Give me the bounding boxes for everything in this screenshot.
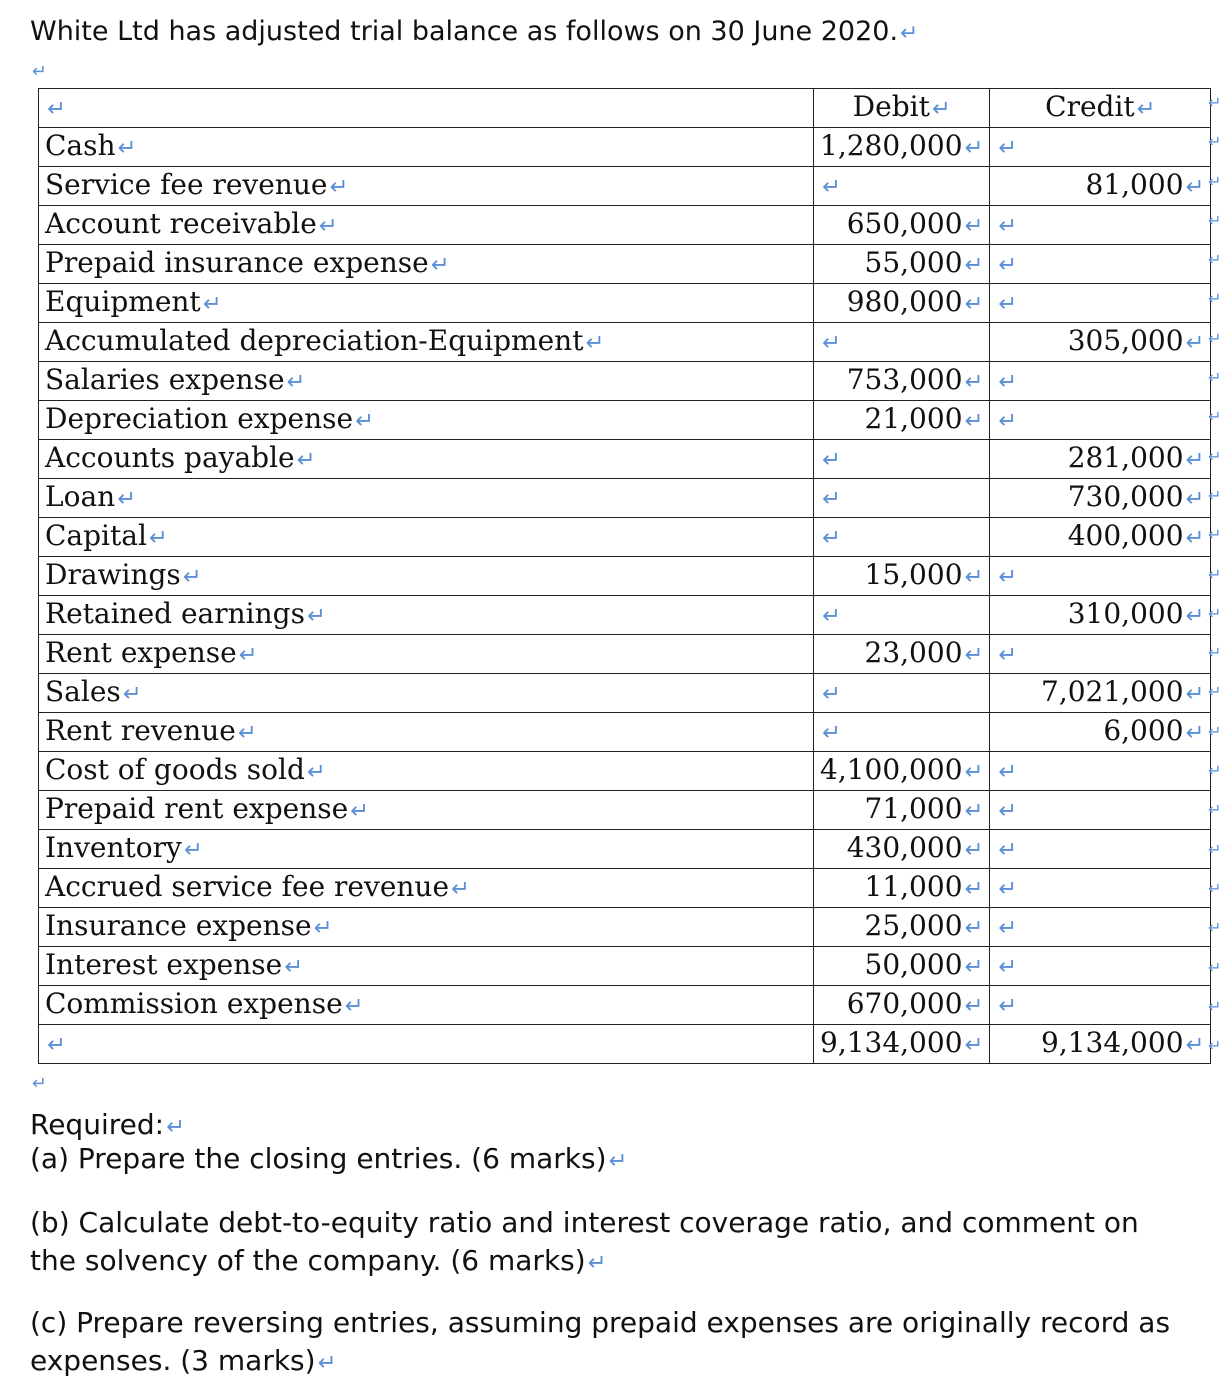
account-cell [39, 713, 814, 752]
credit-value: 730,000 [1067, 480, 1184, 513]
credit-cell [990, 752, 1211, 791]
question-c [30, 1304, 1190, 1382]
totals-row [39, 1025, 1211, 1064]
debit-cell [814, 479, 990, 518]
paragraph-mark-icon: ↵ [822, 447, 841, 473]
row-end-mark-icon: ↵ [1208, 643, 1222, 663]
credit-cell [990, 713, 1211, 752]
paragraph-mark-icon: ↵ [998, 252, 1018, 278]
account-cell [39, 674, 814, 713]
row-end-mark-icon: ↵ [1208, 918, 1222, 938]
credit-cell [990, 674, 1211, 713]
account-cell [39, 791, 814, 830]
account-cell [39, 908, 814, 947]
credit-cell [990, 908, 1211, 947]
paragraph-mark-icon: ↵ [931, 96, 951, 122]
paragraph-mark-icon: ↵ [47, 96, 66, 122]
debit-value: 55,000 [864, 246, 963, 279]
table-row [39, 674, 1211, 713]
paragraph-mark-icon: ↵ [238, 642, 258, 668]
debit-value: 25,000 [864, 909, 963, 942]
credit-cell [990, 791, 1211, 830]
header-credit-cell [990, 89, 1211, 128]
question-a-text: (a) Prepare the closing entries. (6 marks) [30, 1142, 607, 1175]
account-value: Cost of goods sold [45, 753, 305, 786]
row-end-mark-icon: ↵ [1208, 603, 1222, 623]
credit-cell [990, 440, 1211, 479]
debit-cell [814, 635, 990, 674]
row-end-mark-icon: ↵ [1208, 761, 1222, 781]
debit-cell [814, 518, 990, 557]
debit-cell [814, 791, 990, 830]
debit-value: 21,000 [864, 402, 963, 435]
credit-cell [990, 323, 1211, 362]
credit-value: 7,021,000 [1041, 675, 1184, 708]
paragraph-mark-icon: ↵ [822, 174, 841, 200]
paragraph-mark-icon: ↵ [202, 291, 222, 317]
table-row [39, 245, 1211, 284]
required-heading [30, 1106, 185, 1146]
account-value: Prepaid insurance expense [45, 246, 429, 279]
header-debit-cell [814, 89, 990, 128]
debit-cell [814, 674, 990, 713]
credit-cell [990, 401, 1211, 440]
credit-cell [990, 830, 1211, 869]
paragraph-mark-icon: ↵ [822, 720, 841, 746]
table-row [39, 752, 1211, 791]
row-end-mark-icon: ↵ [1208, 721, 1222, 741]
credit-cell [990, 1025, 1211, 1064]
paragraph-mark-icon: ↵ [1185, 603, 1205, 629]
account-value: Salaries expense [45, 363, 285, 396]
paragraph-mark-icon: ↵ [998, 564, 1018, 590]
credit-cell [990, 596, 1211, 635]
debit-value: 980,000 [846, 285, 963, 318]
debit-value: 4,100,000 [820, 753, 963, 786]
table-row [39, 635, 1211, 674]
paragraph-mark-icon: ↵ [148, 525, 168, 551]
paragraph-mark-icon: ↵ [822, 330, 841, 356]
paragraph-mark-icon: ↵ [1136, 96, 1156, 122]
paragraph-mark-icon: ↵ [182, 564, 202, 590]
paragraph-mark-icon: ↵ [1185, 447, 1205, 473]
paragraph-mark-icon: ↵ [585, 330, 605, 356]
account-value: Depreciation expense [45, 402, 354, 435]
account-cell [39, 518, 814, 557]
account-cell [39, 206, 814, 245]
paragraph-mark-icon: ↵ [964, 369, 984, 395]
debit-cell [814, 401, 990, 440]
credit-cell [990, 362, 1211, 401]
intro-paragraph [30, 16, 918, 47]
paragraph-mark-icon: ↵ [900, 21, 919, 46]
account-value: Capital [45, 519, 147, 552]
paragraph-mark-icon: ↵ [998, 876, 1018, 902]
paragraph-mark-icon: ↵ [998, 291, 1018, 317]
paragraph-mark-icon: ↵ [964, 291, 984, 317]
paragraph-mark-icon: ↵ [964, 954, 984, 980]
row-end-mark-icon: ↵ [1208, 996, 1222, 1016]
paragraph-mark-icon: ↵ [608, 1148, 628, 1174]
required-label: Required: [30, 1108, 165, 1141]
table-row [39, 284, 1211, 323]
credit-value: 81,000 [1085, 168, 1184, 201]
account-value: Prepaid rent expense [45, 792, 349, 825]
table-row [39, 791, 1211, 830]
paragraph-mark-icon: ↵ [32, 62, 47, 82]
paragraph-mark-icon: ↵ [964, 915, 984, 941]
table-row [39, 518, 1211, 557]
credit-cell [990, 479, 1211, 518]
row-end-mark-icon: ↵ [1208, 132, 1222, 152]
credit-cell [990, 635, 1211, 674]
trial-balance-table [38, 88, 1211, 1064]
table-row [39, 986, 1211, 1025]
debit-cell [814, 713, 990, 752]
paragraph-mark-icon: ↵ [964, 993, 984, 1019]
account-cell [39, 752, 814, 791]
paragraph-mark-icon: ↵ [117, 135, 137, 161]
paragraph-mark-icon: ↵ [998, 369, 1018, 395]
table-row [39, 206, 1211, 245]
credit-cell [990, 986, 1211, 1025]
credit-value: 305,000 [1067, 324, 1184, 357]
debit-value: 71,000 [864, 792, 963, 825]
paragraph-mark-icon: ↵ [284, 954, 303, 980]
row-end-mark-icon: ↵ [1208, 1036, 1222, 1056]
paragraph-mark-icon: ↵ [237, 720, 257, 746]
table-row [39, 323, 1211, 362]
debit-cell [814, 596, 990, 635]
debit-value: 670,000 [846, 987, 963, 1020]
account-value: Sales [45, 675, 121, 708]
table-row [39, 908, 1211, 947]
account-cell [39, 986, 814, 1025]
paragraph-mark-icon: ↵ [964, 876, 984, 902]
credit-cell [990, 245, 1211, 284]
header-debit-label: Debit [852, 90, 930, 123]
account-cell [39, 596, 814, 635]
paragraph-mark-icon: ↵ [998, 642, 1018, 668]
paragraph-mark-icon: ↵ [355, 408, 374, 434]
debit-cell [814, 908, 990, 947]
credit-value: 400,000 [1067, 519, 1184, 552]
debit-cell [814, 362, 990, 401]
account-value: Rent expense [45, 636, 237, 669]
debit-value: 430,000 [846, 831, 963, 864]
debit-value: 50,000 [864, 948, 963, 981]
debit-cell [814, 986, 990, 1025]
row-end-mark-icon: ↵ [1208, 407, 1222, 427]
question-a [30, 1142, 627, 1175]
account-value: Account receivable [45, 207, 317, 240]
table-row [39, 947, 1211, 986]
paragraph-mark-icon: ↵ [998, 837, 1018, 863]
paragraph-mark-icon: ↵ [964, 213, 984, 239]
row-end-mark-icon: ↵ [1208, 250, 1222, 270]
row-end-mark-icon: ↵ [1208, 800, 1222, 820]
paragraph-mark-icon: ↵ [822, 486, 841, 512]
debit-cell [814, 440, 990, 479]
question-b-text: (b) Calculate debt-to-equity ratio and interest coverage ratio, and comment on the solvency of the company. (6 marks) [30, 1206, 1139, 1277]
table-row [39, 713, 1211, 752]
row-end-mark-icon: ↵ [1208, 368, 1222, 388]
credit-cell [990, 947, 1211, 986]
table-row [39, 479, 1211, 518]
paragraph-mark-icon: ↵ [998, 213, 1018, 239]
paragraph-mark-icon: ↵ [998, 954, 1018, 980]
paragraph-mark-icon: ↵ [306, 759, 326, 785]
row-end-mark-icon: ↵ [1208, 485, 1222, 505]
paragraph-mark-icon: ↵ [1185, 720, 1205, 746]
debit-value: 11,000 [864, 870, 963, 903]
paragraph-mark-icon: ↵ [998, 408, 1018, 434]
paragraph-mark-icon: ↵ [1185, 1032, 1205, 1058]
account-cell [39, 362, 814, 401]
table-row [39, 830, 1211, 869]
row-end-mark-icon: ↵ [1208, 210, 1222, 230]
debit-cell [814, 323, 990, 362]
row-end-mark-icon: ↵ [1208, 878, 1222, 898]
account-value: Service fee revenue [45, 168, 328, 201]
debit-cell [814, 284, 990, 323]
paragraph-mark-icon: ↵ [344, 993, 364, 1019]
debit-cell [814, 167, 990, 206]
paragraph-mark-icon: ↵ [1185, 330, 1205, 356]
paragraph-mark-icon: ↵ [998, 135, 1018, 161]
table-header-row [39, 89, 1211, 128]
debit-cell [814, 752, 990, 791]
paragraph-mark-icon: ↵ [350, 798, 369, 824]
credit-value: 9,134,000 [1041, 1026, 1184, 1059]
debit-cell [814, 830, 990, 869]
blank-paragraph [30, 58, 47, 83]
debit-value: 15,000 [864, 558, 963, 591]
row-end-mark-icon: ↵ [1208, 957, 1222, 977]
paragraph-mark-icon: ↵ [587, 1250, 607, 1276]
account-value: Commission expense [45, 987, 343, 1020]
row-end-mark-icon: ↵ [1208, 525, 1222, 545]
credit-cell [990, 869, 1211, 908]
debit-cell [814, 128, 990, 167]
account-value: Accrued service fee revenue [45, 870, 450, 903]
paragraph-mark-icon: ↵ [964, 408, 984, 434]
debit-cell [814, 869, 990, 908]
account-value: Interest expense [45, 948, 283, 981]
intro-text: White Ltd has adjusted trial balance as follows on 30 June 2020. [30, 16, 899, 47]
account-value: Rent revenue [45, 714, 236, 747]
account-cell [39, 167, 814, 206]
row-end-marks [1208, 88, 1221, 1070]
blank-paragraph [30, 1070, 47, 1095]
credit-value: 310,000 [1067, 597, 1184, 630]
debit-cell [814, 557, 990, 596]
account-value: Inventory [45, 831, 182, 864]
debit-value: 1,280,000 [820, 129, 963, 162]
account-cell [39, 869, 814, 908]
paragraph-mark-icon: ↵ [1185, 486, 1205, 512]
paragraph-mark-icon: ↵ [183, 837, 203, 863]
account-cell [39, 479, 814, 518]
account-value: Equipment [45, 285, 201, 318]
debit-cell [814, 947, 990, 986]
table-row [39, 167, 1211, 206]
question-c-text: (c) Prepare reversing entries, assuming prepaid expenses are originally record as expenses. (3 marks) [30, 1306, 1171, 1377]
table-row [39, 362, 1211, 401]
debit-value: 23,000 [864, 636, 963, 669]
paragraph-mark-icon: ↵ [122, 681, 142, 707]
account-cell [39, 401, 814, 440]
paragraph-mark-icon: ↵ [964, 798, 984, 824]
paragraph-mark-icon: ↵ [998, 915, 1018, 941]
table-row [39, 401, 1211, 440]
credit-cell [990, 206, 1211, 245]
row-end-mark-icon: ↵ [1208, 564, 1222, 584]
account-value: Insurance expense [45, 909, 312, 942]
credit-cell [990, 167, 1211, 206]
debit-value: 650,000 [846, 207, 963, 240]
paragraph-mark-icon: ↵ [822, 525, 841, 551]
credit-cell [990, 284, 1211, 323]
account-cell [39, 947, 814, 986]
paragraph-mark-icon: ↵ [822, 603, 841, 629]
row-end-mark-icon: ↵ [1208, 446, 1222, 466]
table-row [39, 869, 1211, 908]
account-value: Loan [45, 480, 116, 513]
paragraph-mark-icon: ↵ [964, 564, 984, 590]
paragraph-mark-icon: ↵ [166, 1114, 185, 1140]
paragraph-mark-icon: ↵ [313, 915, 333, 941]
debit-value: 753,000 [846, 363, 963, 396]
paragraph-mark-icon: ↵ [430, 252, 450, 278]
paragraph-mark-icon: ↵ [964, 1032, 984, 1058]
account-cell [39, 1025, 814, 1064]
paragraph-mark-icon: ↵ [964, 135, 984, 161]
account-cell [39, 128, 814, 167]
account-cell [39, 830, 814, 869]
account-value: Cash [45, 129, 116, 162]
table-row [39, 440, 1211, 479]
account-cell [39, 440, 814, 479]
table-row [39, 596, 1211, 635]
paragraph-mark-icon: ↵ [286, 369, 306, 395]
paragraph-mark-icon: ↵ [1185, 681, 1205, 707]
debit-cell [814, 245, 990, 284]
row-end-mark-icon: ↵ [1208, 93, 1222, 112]
account-value: Accounts payable [45, 441, 295, 474]
account-cell [39, 635, 814, 674]
header-account-cell [39, 89, 814, 128]
row-end-mark-icon: ↵ [1208, 839, 1222, 859]
credit-value: 281,000 [1067, 441, 1184, 474]
question-b [30, 1204, 1190, 1282]
paragraph-mark-icon: ↵ [964, 837, 984, 863]
credit-cell [990, 128, 1211, 167]
paragraph-mark-icon: ↵ [998, 993, 1018, 1019]
paragraph-mark-icon: ↵ [964, 252, 984, 278]
paragraph-mark-icon: ↵ [1185, 525, 1205, 551]
paragraph-mark-icon: ↵ [318, 213, 338, 239]
paragraph-mark-icon: ↵ [329, 174, 349, 200]
paragraph-mark-icon: ↵ [964, 759, 984, 785]
paragraph-mark-icon: ↵ [317, 1350, 337, 1376]
debit-value: 9,134,000 [820, 1026, 963, 1059]
credit-value: 6,000 [1103, 714, 1184, 747]
account-cell [39, 557, 814, 596]
header-credit-label: Credit [1045, 90, 1135, 123]
account-cell [39, 245, 814, 284]
account-value: Accumulated depreciation-Equipment [45, 324, 584, 357]
row-end-mark-icon: ↵ [1208, 171, 1222, 191]
paragraph-mark-icon: ↵ [822, 681, 841, 707]
credit-cell [990, 557, 1211, 596]
account-cell [39, 284, 814, 323]
paragraph-mark-icon: ↵ [964, 642, 984, 668]
credit-cell [990, 518, 1211, 557]
paragraph-mark-icon: ↵ [32, 1074, 47, 1094]
table-row [39, 557, 1211, 596]
row-end-mark-icon: ↵ [1208, 289, 1222, 309]
paragraph-mark-icon: ↵ [1185, 174, 1205, 200]
paragraph-mark-icon: ↵ [296, 447, 316, 473]
debit-cell [814, 206, 990, 245]
account-value: Drawings [45, 558, 181, 591]
paragraph-mark-icon: ↵ [117, 486, 136, 512]
paragraph-mark-icon: ↵ [47, 1032, 66, 1058]
table-row [39, 128, 1211, 167]
paragraph-mark-icon: ↵ [306, 603, 326, 629]
account-value: Retained earnings [45, 597, 305, 630]
debit-cell [814, 1025, 990, 1064]
paragraph-mark-icon: ↵ [998, 759, 1018, 785]
row-end-mark-icon: ↵ [1208, 682, 1222, 702]
paragraph-mark-icon: ↵ [451, 876, 470, 902]
account-cell [39, 323, 814, 362]
row-end-mark-icon: ↵ [1208, 328, 1222, 348]
paragraph-mark-icon: ↵ [998, 798, 1018, 824]
